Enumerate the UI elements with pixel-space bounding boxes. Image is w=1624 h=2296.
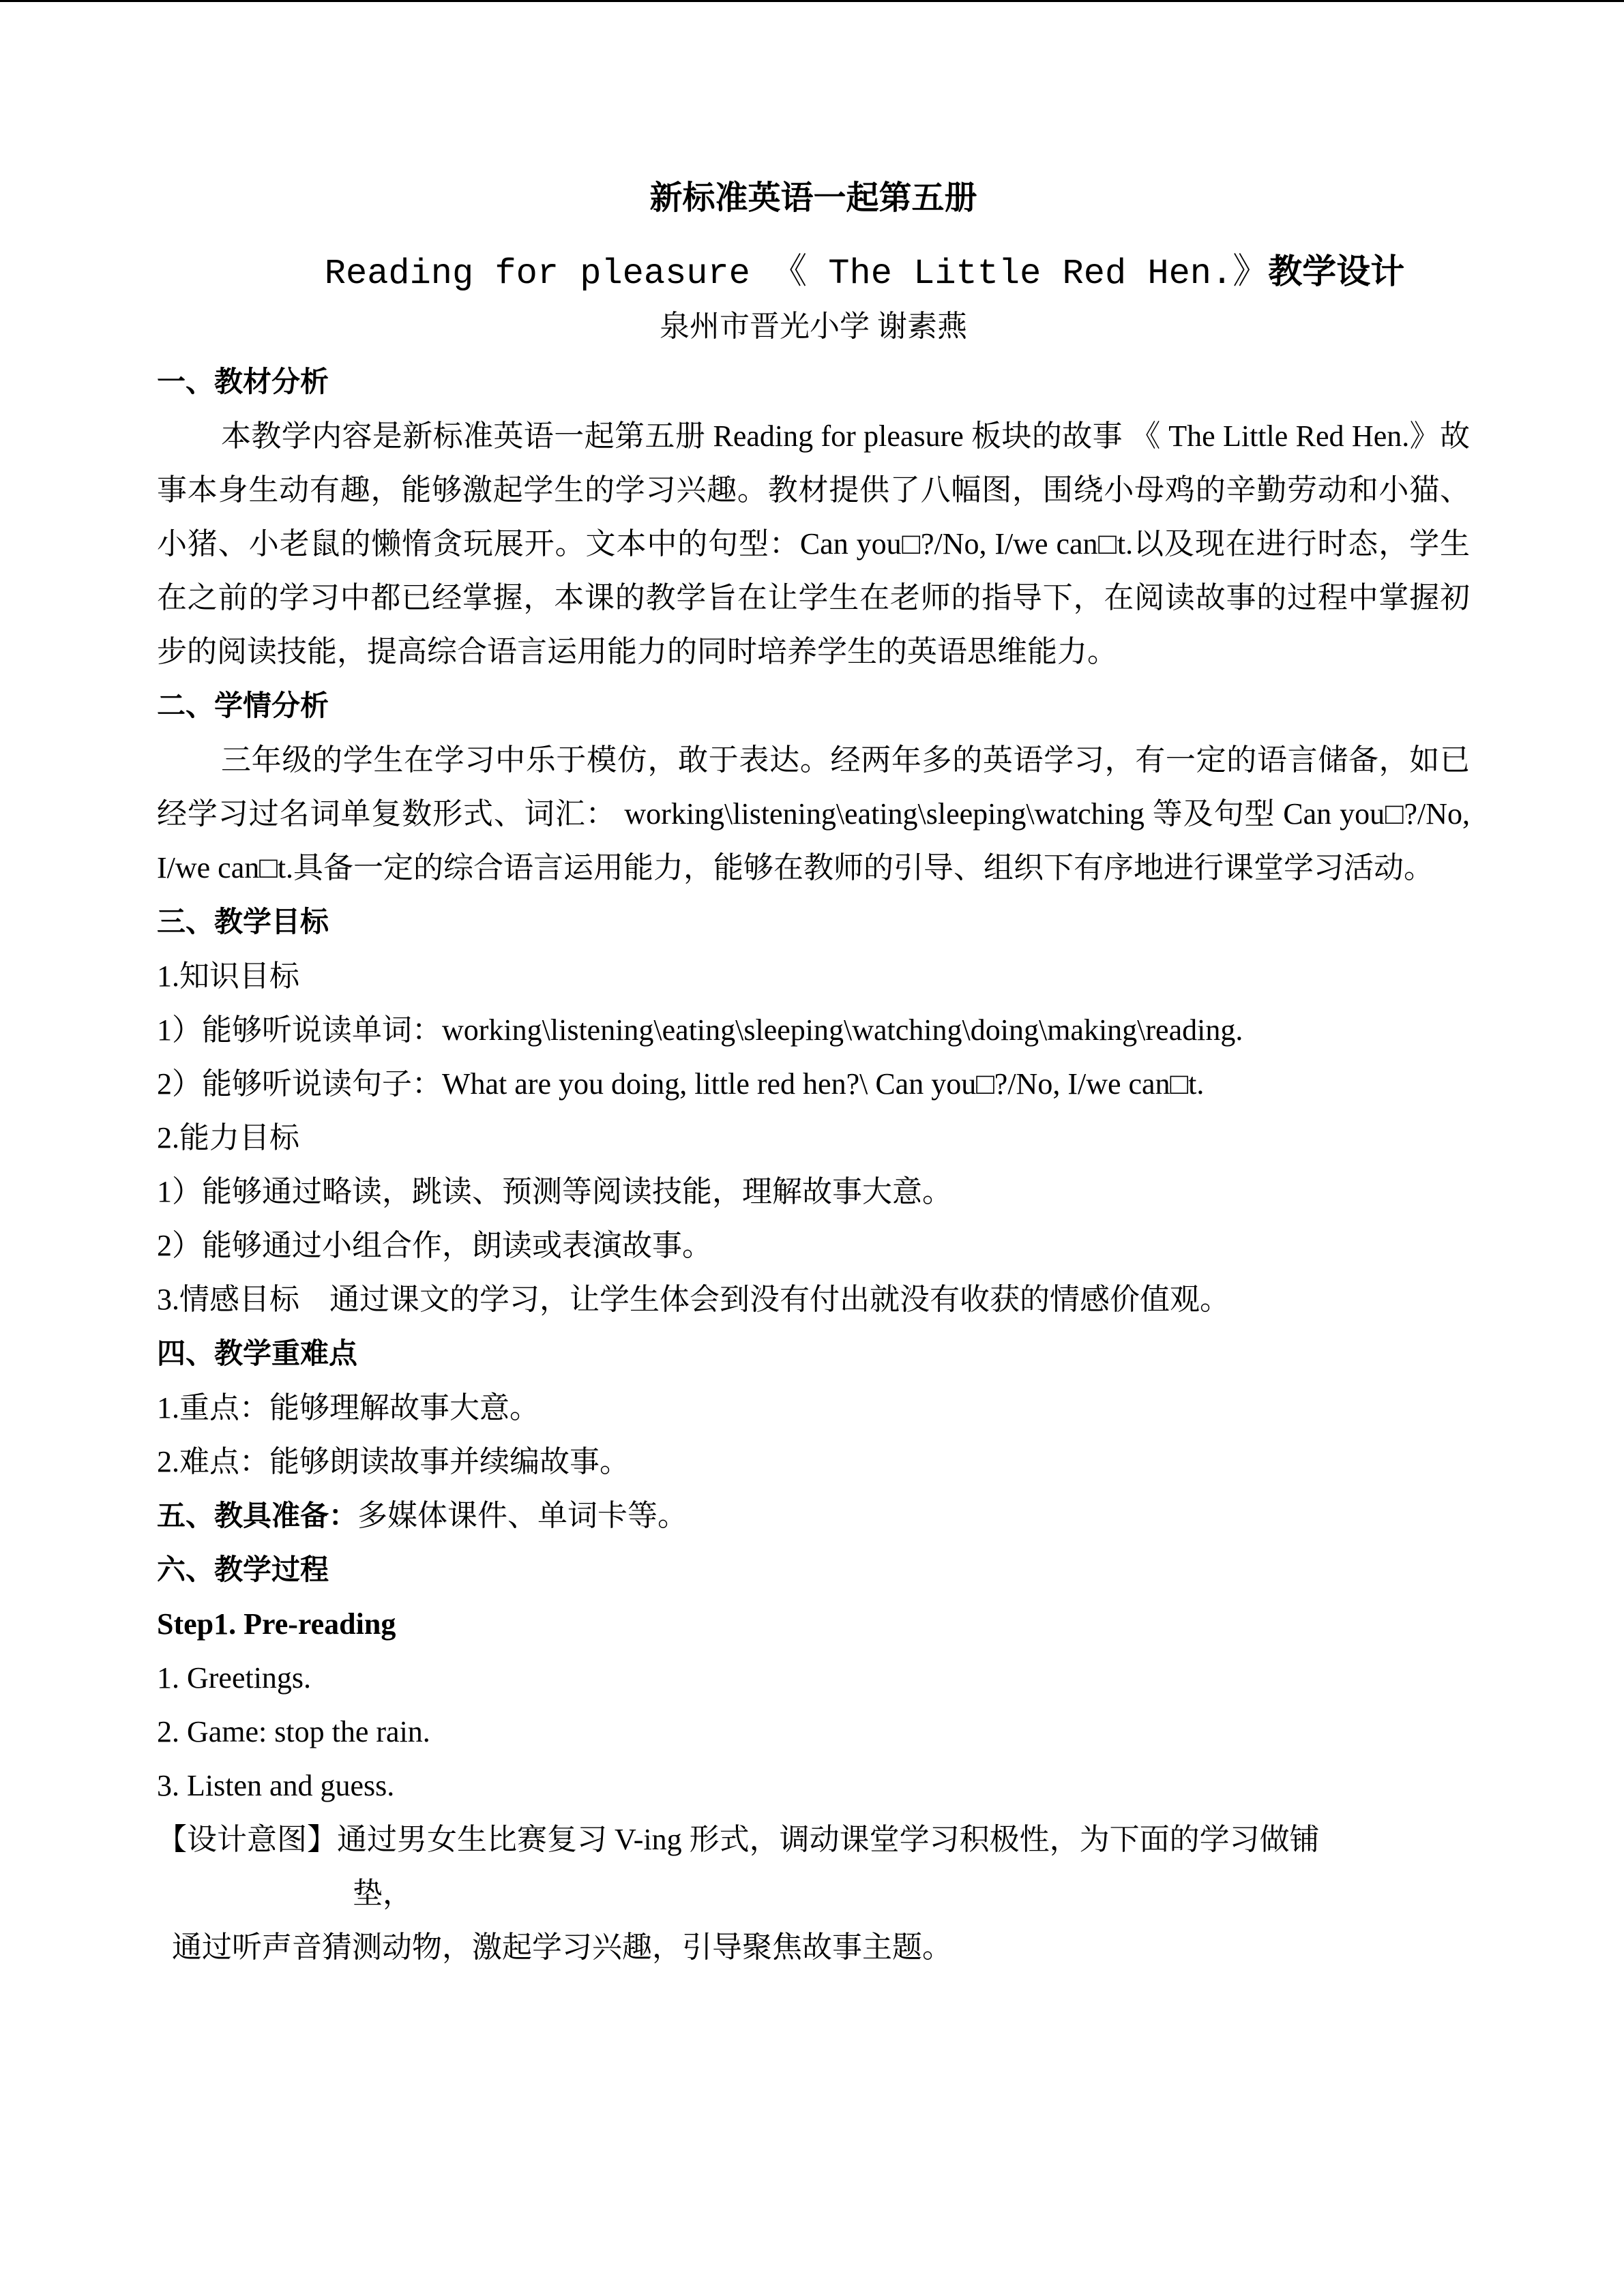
subtitle-english: Reading for pleasure 《 The Little Red Hen.》 xyxy=(324,254,1269,294)
objective-ability-reading: 1）能够通过略读，跳读、预测等阅读技能，理解故事大意。 xyxy=(157,1175,952,1208)
subtitle-chinese: 教学设计 xyxy=(1268,252,1405,291)
section-heading-4: 四、教学重难点 xyxy=(157,1337,358,1370)
page-top-border xyxy=(0,0,1624,2)
step-1-item-1: 1. Greetings. xyxy=(157,1661,312,1695)
section-2-paragraph: 三年级的学生在学习中乐于模仿，敢于表达。经两年多的英语学习，有一定的语言储备，如已经学习过名词单复数形式、词汇： working\listening\eating\sleeping\watching 等及句型 Can you□?/No, I/we can□t.具备一定的综合语言运用能力，能够在教师的引导、组织下有序地进行课堂学习活动。 xyxy=(157,743,1470,884)
design-intent xyxy=(157,1813,1470,1866)
design-intent-continuation: 垫， xyxy=(353,1877,413,1910)
section-1-paragraph: 本教学内容是新标准英语一起第五册 Reading for pleasure 板块的故事 《 The Little Red Hen.》故事本身生动有趣，能够激起学生的学习兴趣。教材提供了八幅图，围绕小母鸡的辛勤劳动和小猫、小猪、小老鼠的懒惰贪玩展开。文本中的句型：Can you□?/No, I/we can□t.以及现在进行时态，学生在之前的学习中都已经掌握，本课的教学旨在让学生在老师的指导下，在阅读故事的过程中掌握初步的阅读技能，提高综合语言运用能力的同时培养学生的英语思维能力。 xyxy=(157,419,1470,668)
step-1-heading: Step1. Pre-reading xyxy=(157,1607,396,1641)
section-5-line xyxy=(157,1489,1470,1542)
objective-ability-groupwork: 2）能够通过小组合作，朗读或表演故事。 xyxy=(157,1229,712,1262)
section-heading-2: 二、学情分析 xyxy=(157,689,329,722)
section-heading-6: 六、教学过程 xyxy=(157,1553,329,1586)
objective-knowledge-words: 1）能够听说读单词：working\listening\eating\sleeping\watching\doing\making\reading. xyxy=(157,1013,1243,1047)
objective-knowledge-sentences: 2）能够听说读句子：What are you doing, little red hen?\ Can you□?/No, I/we can□t. xyxy=(157,1067,1205,1101)
key-point: 1.重点：能够理解故事大意。 xyxy=(157,1391,540,1425)
document-title: 新标准英语一起第五册 xyxy=(649,179,977,217)
design-intent-final: 通过听声音猜测动物，激起学习兴趣，引导聚焦故事主题。 xyxy=(172,1930,952,1964)
step-1-item-2: 2. Game: stop the rain. xyxy=(157,1715,430,1748)
objective-ability-heading: 2.能力目标 xyxy=(157,1121,299,1154)
section-heading-1: 一、教材分析 xyxy=(157,365,329,398)
objective-emotion: 3.情感目标 通过课文的学习，让学生体会到没有付出就没有收获的情感价值观。 xyxy=(157,1283,1230,1316)
design-intent-label: 【设计意图】 xyxy=(157,1823,337,1856)
design-intent-text: 通过男女生比赛复习 V-ing 形式，调动课堂学习积极性，为下面的学习做铺 xyxy=(337,1823,1320,1856)
section-heading-5: 五、教具准备： xyxy=(157,1499,358,1532)
teaching-aids: 多媒体课件、单词卡等。 xyxy=(357,1499,688,1532)
difficult-point: 2.难点：能够朗读故事并续编故事。 xyxy=(157,1445,630,1478)
section-heading-3: 三、教学目标 xyxy=(157,905,329,938)
step-1-item-3: 3. Listen and guess. xyxy=(157,1769,395,1802)
objective-knowledge-heading: 1.知识目标 xyxy=(157,959,299,993)
document-author: 泉州市晋光小学 谢素燕 xyxy=(660,310,967,343)
document-page xyxy=(157,170,1470,1974)
document-subtitle xyxy=(157,244,1470,301)
